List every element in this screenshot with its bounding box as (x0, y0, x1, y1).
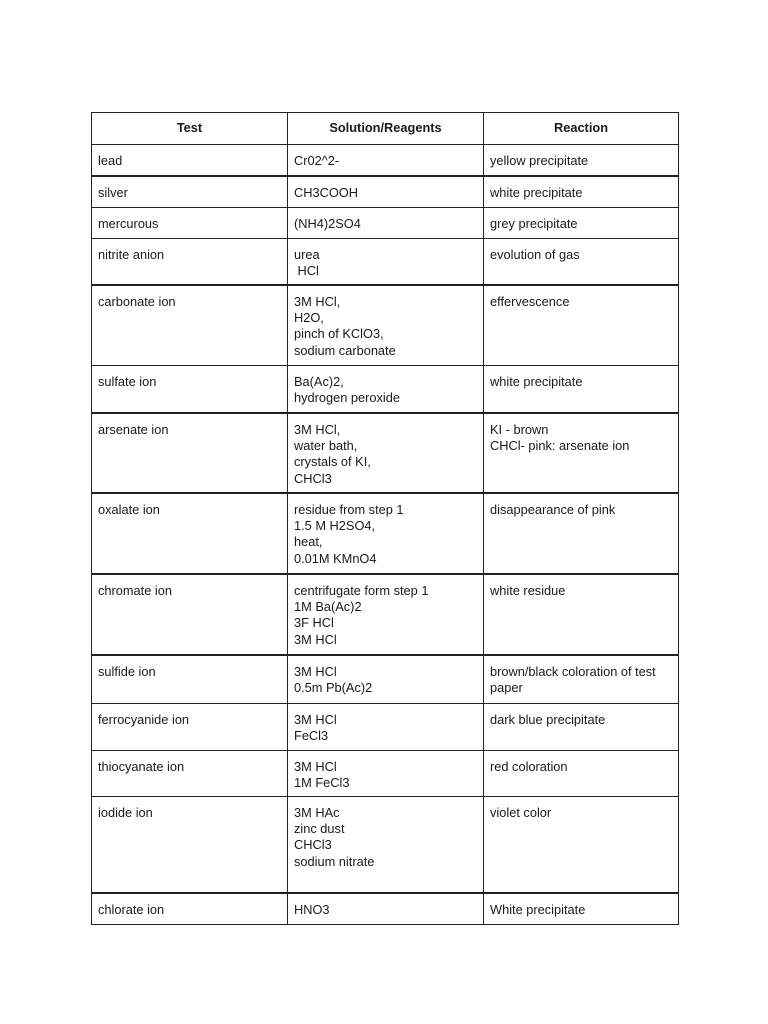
reagents-cell (288, 239, 484, 286)
reaction-cell (484, 208, 679, 239)
reagents-cell (288, 493, 484, 574)
cell-line: HNO3 (294, 902, 330, 917)
reaction-cell (484, 704, 679, 751)
cell-line: thiocyanate ion (98, 759, 185, 774)
cell-line: yellow precipitate (490, 153, 589, 168)
cell-line: CH3COOH (294, 185, 358, 200)
reaction-cell (484, 145, 679, 177)
reaction-cell (484, 751, 679, 797)
cell-line: CHCl3 (294, 837, 332, 853)
cell-line: white precipitate (490, 374, 583, 389)
table-row (92, 574, 679, 655)
reaction-cell (484, 893, 679, 925)
test-cell (92, 145, 288, 177)
cell-line: dark blue precipitate (490, 712, 606, 727)
reagents-cell (288, 413, 484, 493)
cell-line: sulfide ion (98, 664, 156, 679)
cell-line: (NH4)2SO4 (294, 216, 361, 231)
cell-line: 1.5 M H2SO4, (294, 518, 376, 534)
cell-line: disappearance of pink (490, 502, 616, 517)
cell-line: 3M HAc (294, 805, 340, 820)
cell-line: urea (294, 247, 320, 262)
header-reaction: Reaction (484, 113, 679, 145)
cell-line: oxalate ion (98, 502, 160, 517)
reaction-cell (484, 366, 679, 414)
cell-line: silver (98, 185, 128, 200)
cell-line: centrifugate form step 1 (294, 583, 429, 598)
table-body (92, 145, 679, 925)
cell-line: effervescence (490, 294, 570, 309)
cell-line: mercurous (98, 216, 159, 231)
reagents-cell (288, 366, 484, 414)
table-row (92, 704, 679, 751)
reaction-cell (484, 655, 679, 704)
cell-line: 3M HCl, (294, 422, 341, 437)
cell-line: grey precipitate (490, 216, 578, 231)
cell-line: 0.5m Pb(Ac)2 (294, 680, 373, 696)
cell-line: chromate ion (98, 583, 172, 598)
cell-line: brown/black coloration of test paper (490, 664, 656, 696)
reaction-cell (484, 176, 679, 208)
table-row (92, 366, 679, 414)
test-cell (92, 285, 288, 366)
reagents-cell (288, 893, 484, 925)
reagents-cell (288, 751, 484, 797)
test-cell (92, 704, 288, 751)
table-row (92, 208, 679, 239)
reagents-cell (288, 285, 484, 366)
test-cell (92, 413, 288, 493)
cell-line: red coloration (490, 759, 568, 774)
cell-line: White precipitate (490, 902, 586, 917)
cell-line: violet color (490, 805, 552, 820)
table-row (92, 145, 679, 177)
cell-line: white residue (490, 583, 566, 598)
test-cell (92, 655, 288, 704)
cell-line: sodium carbonate (294, 342, 396, 358)
header-test: Test (92, 113, 288, 145)
reaction-cell (484, 285, 679, 366)
cell-line: hydrogen peroxide (294, 390, 401, 406)
cell-line: arsenate ion (98, 422, 169, 437)
reaction-cell (484, 493, 679, 574)
reagents-cell (288, 145, 484, 177)
test-cell (92, 176, 288, 208)
table-row (92, 797, 679, 894)
cell-line: 3M HCl, (294, 294, 341, 309)
cell-line: 3F HCl (294, 615, 334, 631)
cell-line: white precipitate (490, 185, 583, 200)
table-row (92, 285, 679, 366)
cell-line: sodium nitrate (294, 853, 375, 869)
cell-line: 0.01M KMnO4 (294, 550, 377, 566)
table-row (92, 239, 679, 286)
reagents-cell (288, 655, 484, 704)
header-solution-reagents: Solution/Reagents (288, 113, 484, 145)
test-cell (92, 239, 288, 286)
cell-line: CHCl- pink: arsenate ion (490, 438, 630, 454)
cell-line: iodide ion (98, 805, 153, 820)
cell-line: 3M HCl (294, 759, 337, 774)
reagents-cell (288, 574, 484, 655)
cell-line: lead (98, 153, 123, 168)
reagents-cell (288, 797, 484, 894)
table-row (92, 655, 679, 704)
test-cell (92, 208, 288, 239)
cell-line: residue from step 1 (294, 502, 404, 517)
cell-line: pinch of KClO3, (294, 326, 384, 342)
cell-line: crystals of KI, (294, 454, 371, 470)
cell-line: water bath, (294, 438, 358, 454)
test-cell (92, 366, 288, 414)
table-row (92, 493, 679, 574)
cell-line: Cr02^2- (294, 153, 340, 168)
cell-line: carbonate ion (98, 294, 176, 309)
cell-line: HCl (294, 263, 319, 279)
cell-line: FeCl3 (294, 728, 329, 744)
cell-line: 3M HCl (294, 664, 337, 679)
cell-line: 1M Ba(Ac)2 (294, 599, 362, 615)
test-cell (92, 493, 288, 574)
reaction-cell (484, 413, 679, 493)
cell-line: CHCl3 (294, 470, 332, 486)
test-cell (92, 751, 288, 797)
cell-line: evolution of gas (490, 247, 580, 262)
cell-line: 3M HCl (294, 631, 337, 647)
test-cell (92, 893, 288, 925)
reaction-cell (484, 239, 679, 286)
cell-line: chlorate ion (98, 902, 165, 917)
cell-line: KI - brown (490, 422, 549, 437)
table-row (92, 751, 679, 797)
test-cell (92, 574, 288, 655)
test-cell (92, 797, 288, 894)
reagents-cell (288, 704, 484, 751)
cell-line: heat, (294, 534, 323, 550)
table-header-row (92, 113, 679, 145)
cell-line: 3M HCl (294, 712, 337, 727)
table-row (92, 413, 679, 493)
cell-line: nitrite anion (98, 247, 165, 262)
reagents-cell (288, 208, 484, 239)
reagents-cell (288, 176, 484, 208)
reaction-cell (484, 574, 679, 655)
cell-line: Ba(Ac)2, (294, 374, 344, 389)
cell-line: ferrocyanide ion (98, 712, 190, 727)
cell-line: zinc dust (294, 821, 345, 837)
table-row (92, 893, 679, 925)
cell-line: sulfate ion (98, 374, 157, 389)
cell-line: H2O, (294, 310, 324, 326)
table-row (92, 176, 679, 208)
reaction-cell (484, 797, 679, 894)
reagent-test-table (91, 112, 679, 925)
cell-line: 1M FeCl3 (294, 775, 350, 791)
